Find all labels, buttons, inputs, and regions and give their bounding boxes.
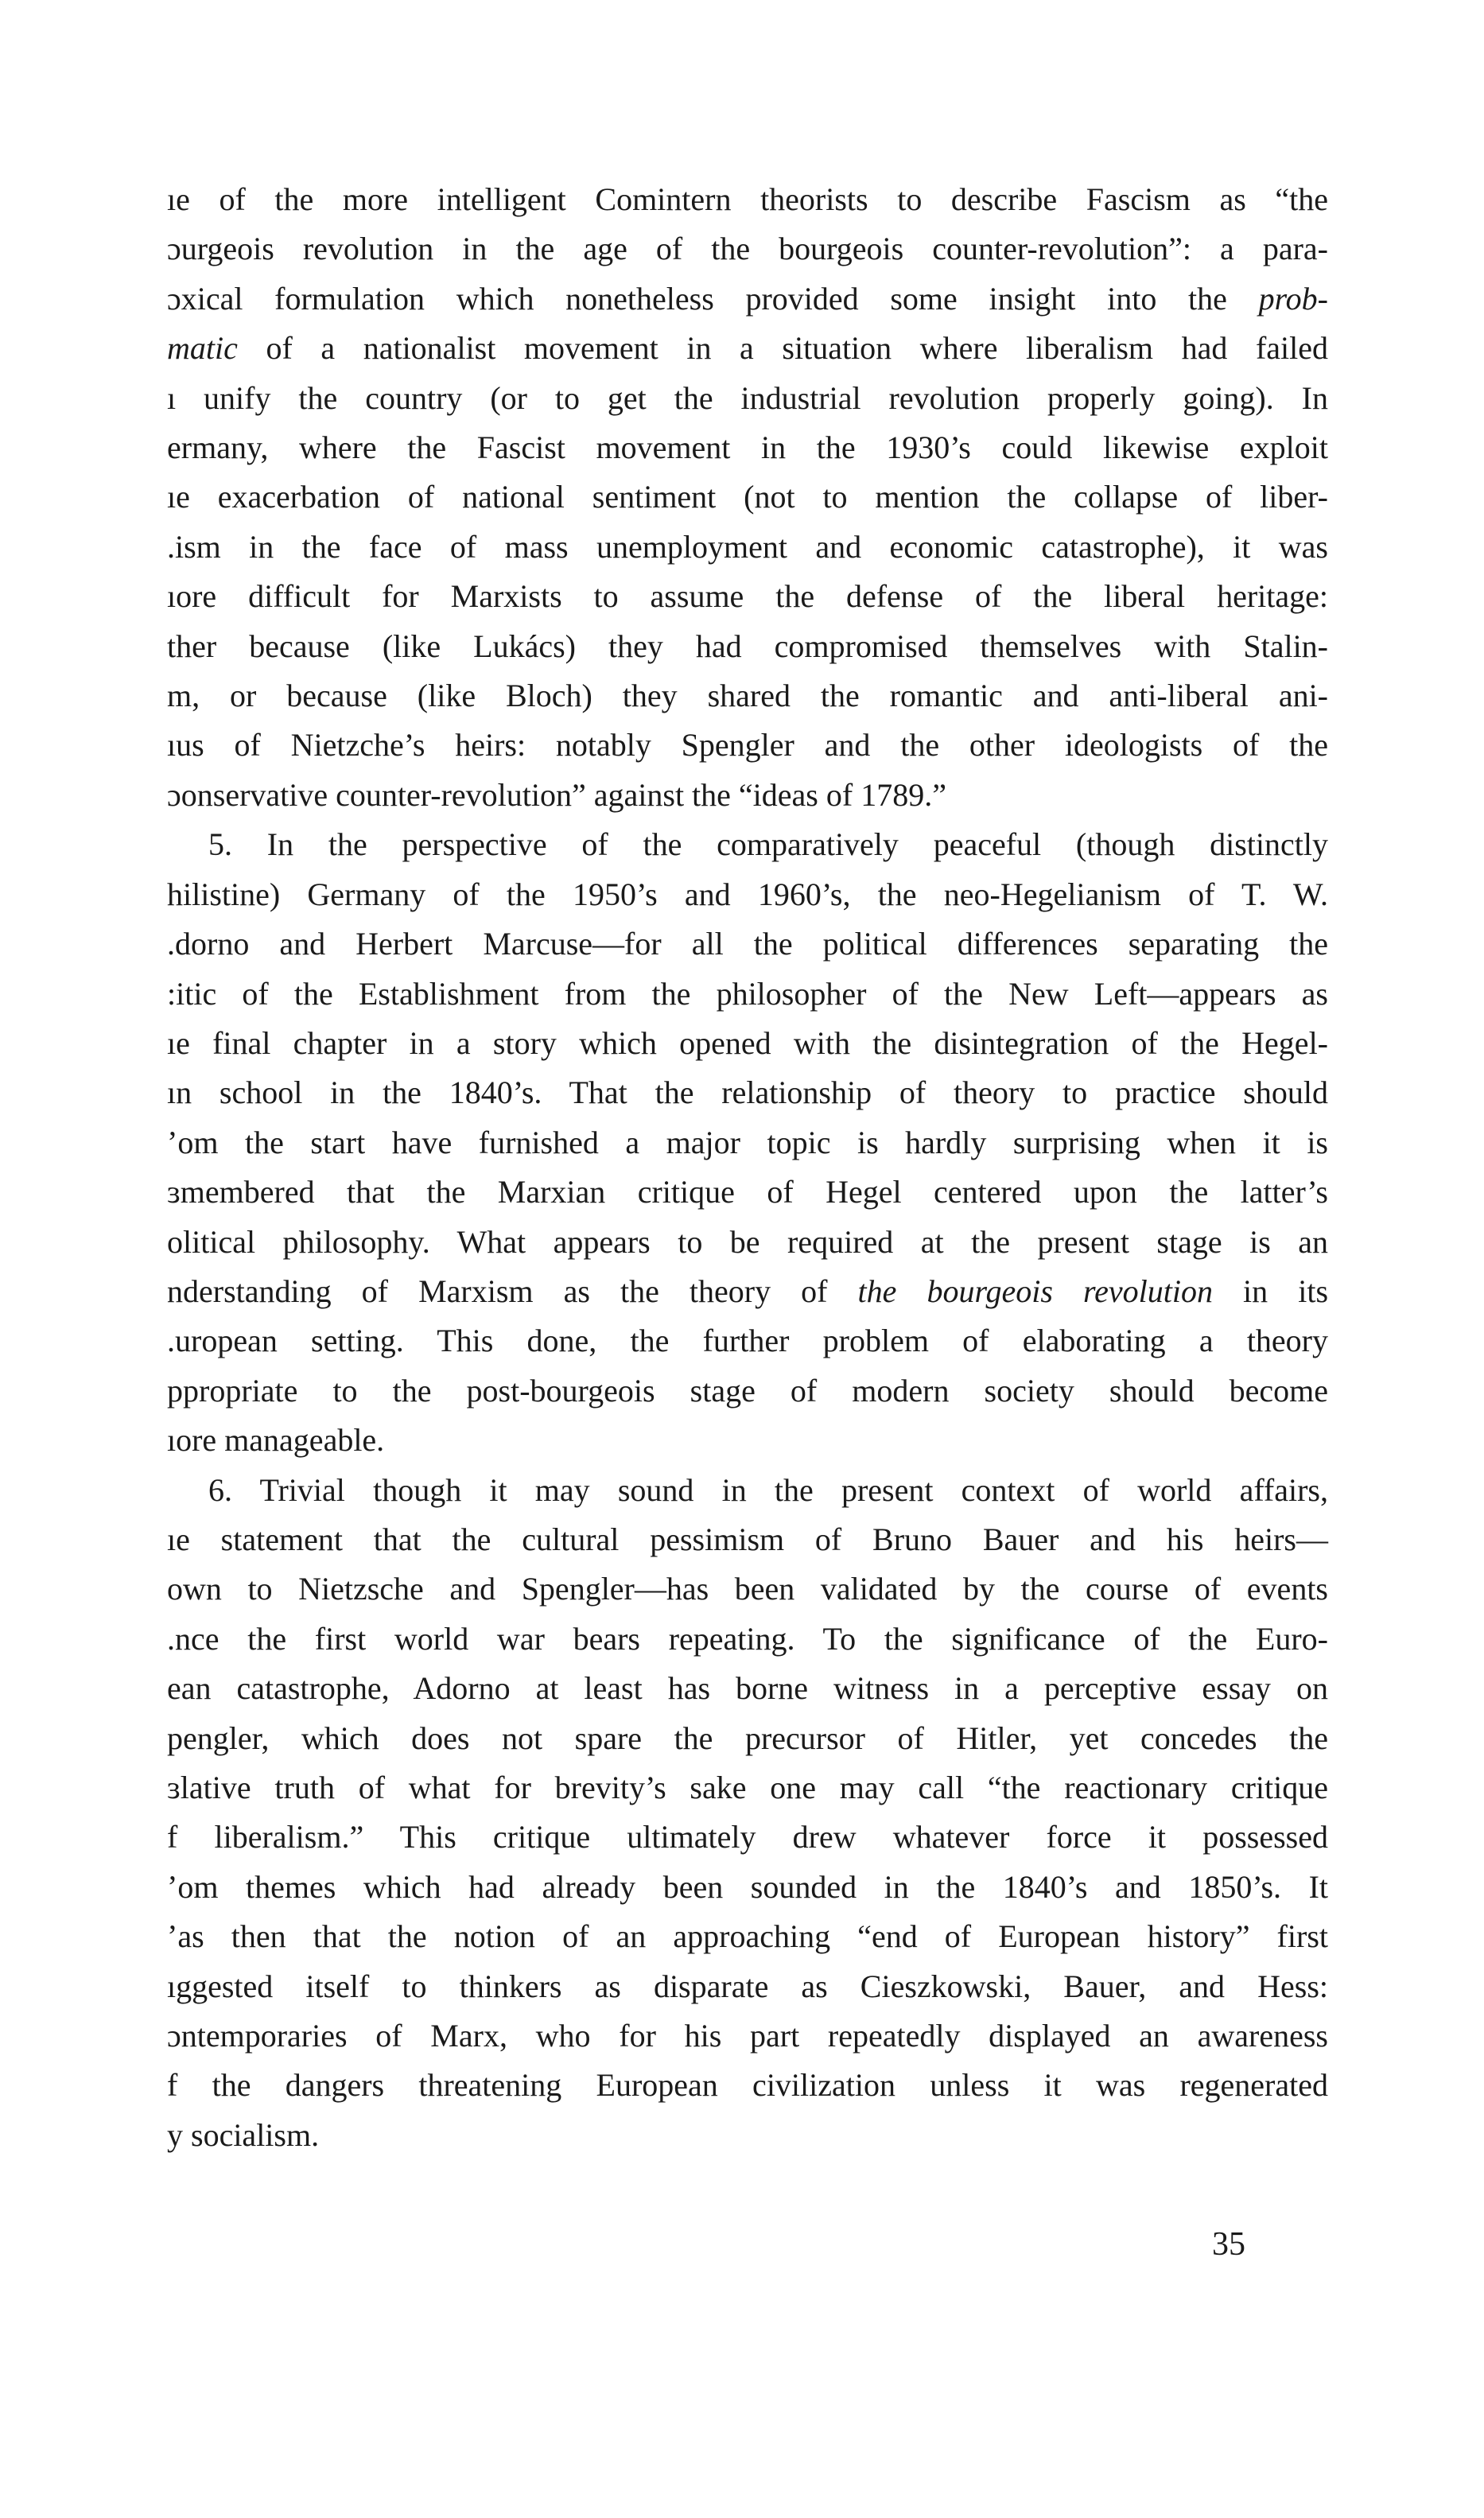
text-line: ɜlative truth of what for brevity’s sake one may call “the reactionary critique xyxy=(167,1770,1328,1805)
text-line: .nce the first world war bears repeating. To the significance of the Euro- xyxy=(167,1620,1328,1657)
text-line: y socialism. xyxy=(167,2116,320,2153)
text-line: olitical philosophy. What appears to be required at the present stage is an xyxy=(167,1223,1328,1260)
text-line: pengler, which does not spare the precursor of Hitler, yet concedes the xyxy=(167,1719,1328,1756)
text-line: ıore difficult for Marxists to assume the defense of the liberal heritage: xyxy=(167,578,1328,615)
text-line: f the dangers threatening European civilization unless it was regenerated xyxy=(167,2067,1328,2104)
text-line: ıe statement that the cultural pessimism of Bruno Bauer and his heirs— xyxy=(167,1521,1328,1557)
text-line: f liberalism.” This critique ultimately drew whatever force it possessed xyxy=(167,1819,1328,1855)
text-line: ɜmembered that the Marxian critique of Hegel centered upon the latter’s xyxy=(167,1174,1328,1210)
text-line: ıe final chapter in a story which opened with the disintegration of the Hegel- xyxy=(167,1024,1328,1061)
text-line: ean catastrophe, Adorno at least has borne witness in a perceptive essay on xyxy=(167,1670,1328,1707)
text-line: ermany, where the Fascist movement in the 1930’s could likewise exploit xyxy=(167,429,1328,466)
body-text xyxy=(167,175,1328,2160)
text-line: own to Nietzsche and Spengler—has been validated by the course of events xyxy=(167,1571,1328,1607)
text-line: ıore manageable. xyxy=(167,1422,385,1459)
text-line: ʼom themes which had already been sounded in the 1840’s and 1850’s. It xyxy=(167,1868,1328,1905)
text-line: m, or because (like Bloch) they shared the romantic and anti-liberal ani- xyxy=(167,678,1328,714)
text-line: ɔonservative counter-revolution” against the “ideas of 1789.” xyxy=(167,776,946,813)
text-line: .ism in the face of mass unemployment and economic catastrophe), it was xyxy=(167,528,1328,565)
page-number: 35 xyxy=(1212,2226,1245,2263)
text-line: ıus of Nietzche’s heirs: notably Spengler and the other ideologists of the xyxy=(167,727,1328,764)
text-line: ıe of the more intelligent Comintern theorists to describe Fascism as “the xyxy=(167,181,1328,217)
text-line: ʼom the start have furnished a major topic is hardly surprising when it is xyxy=(167,1124,1328,1160)
text-line: 6. Trivial though it may sound in the present context of world affairs, xyxy=(208,1471,1328,1508)
text-line: ın school in the 1840’s. That the relationship of theory to practice should xyxy=(167,1074,1328,1111)
text-line: ıggested itself to thinkers as disparate as Cieszkowski, Bauer, and Hess: xyxy=(167,1968,1328,2004)
text-line: 5. In the perspective of the comparatively peaceful (though distinctly xyxy=(208,826,1328,863)
text-line: .uropean setting. This done, the further problem of elaborating a theory xyxy=(167,1323,1328,1359)
text-line: nderstanding of Marxism as the theory of the bourgeois revolution in its xyxy=(167,1273,1329,1309)
text-line: .dorno and Herbert Marcuse—for all the political differences separating the xyxy=(167,926,1328,962)
text-line: ı unify the country (or to get the industrial revolution properly going). In xyxy=(167,379,1328,416)
text-line: ɔurgeois revolution in the age of the bourgeois counter-revolution”: a para- xyxy=(167,231,1328,267)
text-line: ıe exacerbation of national sentiment (not to mention the collapse of liber- xyxy=(167,479,1328,515)
text-line: hilistine) Germany of the 1950’s and 1960’s, the neo-Hegelianism of T. W. xyxy=(167,876,1328,912)
text-line: :itic of the Establishment from the philosopher of the New Left—appears as xyxy=(167,975,1328,1012)
text-line: matic of a nationalist movement in a situation where liberalism had failed xyxy=(167,330,1328,367)
text-line: ʼas then that the notion of an approaching “end of European history” first xyxy=(167,1918,1328,1955)
text-line: ɔntemporaries of Marx, who for his part repeatedly displayed an awareness xyxy=(167,2018,1328,2054)
text-line: ɔxical formulation which nonetheless provided some insight into the prob- xyxy=(167,280,1328,317)
text-line: ppropriate to the post-bourgeois stage of modern society should become xyxy=(167,1372,1328,1409)
text-line: ther because (like Lukács) they had compromised themselves with Stalin- xyxy=(167,628,1328,664)
